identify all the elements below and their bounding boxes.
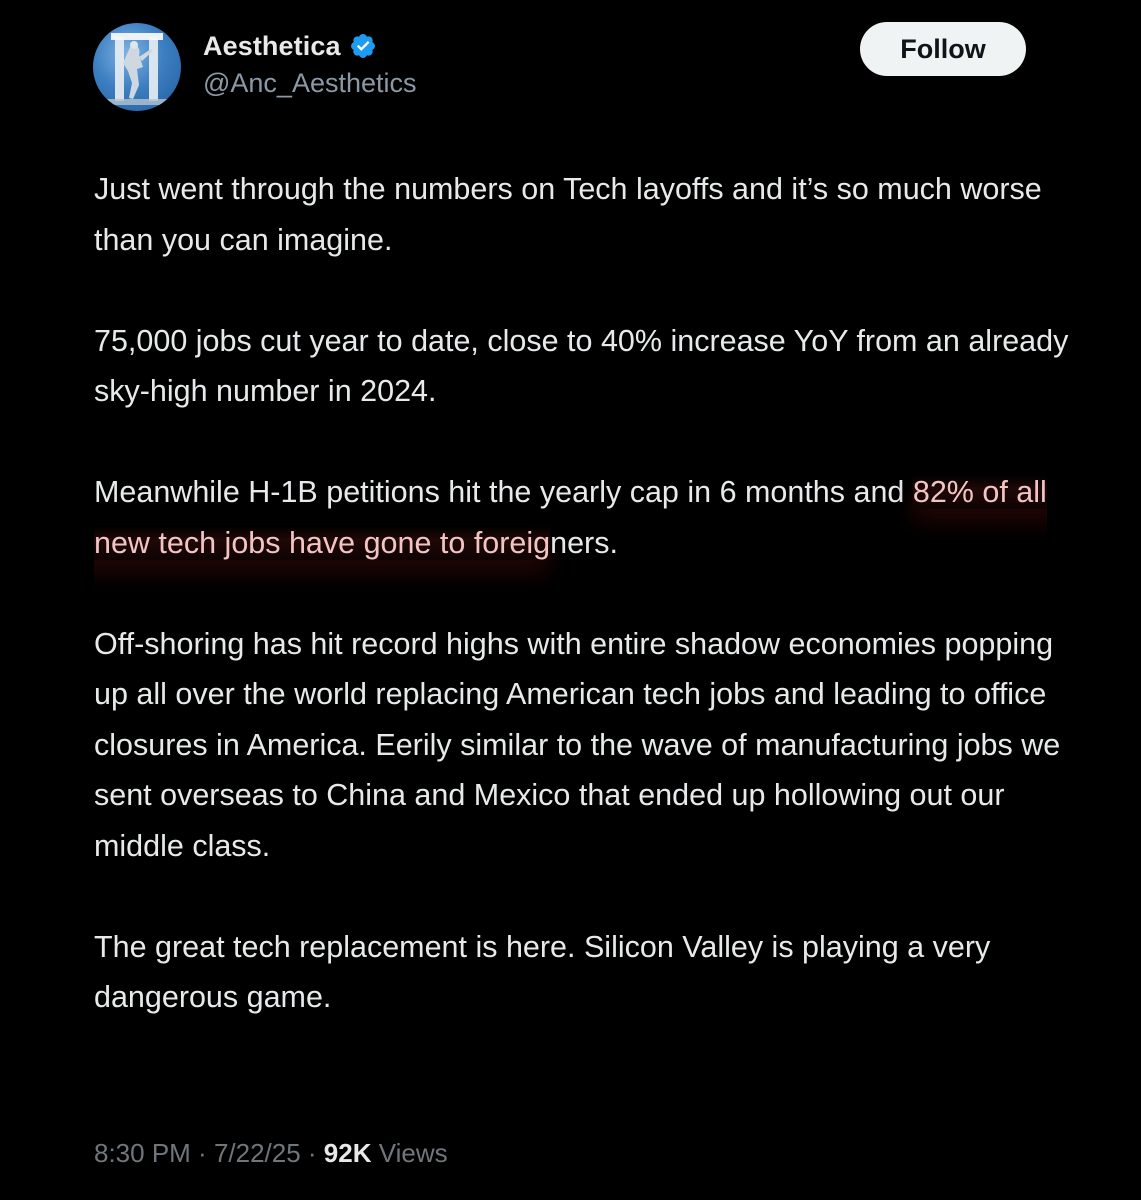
views-count[interactable]: 92K <box>323 1138 372 1168</box>
highlighted-text: 82% of all new tech jobs have gone to foreig <box>94 475 1047 560</box>
paragraph-text-after: ners. <box>550 525 618 560</box>
verified-badge-icon <box>349 32 377 60</box>
paragraph-text-before: Meanwhile H-1B petitions hit the yearly cap in 6 months and <box>94 475 913 509</box>
avatar-statue-icon <box>93 23 181 111</box>
author-handle[interactable]: @Anc_Aesthetics <box>203 68 417 98</box>
tweet-text <box>94 164 1084 1023</box>
meta-separator: · <box>190 1138 214 1168</box>
author-name-row <box>203 28 377 64</box>
tweet-paragraph: 75,000 jobs cut year to date, close to 40% increase YoY from an already sky-high number in 2024. <box>94 323 1069 408</box>
tweet-metadata <box>94 1138 448 1169</box>
tweet-paragraph-highlighted <box>94 467 1084 568</box>
author-display-name[interactable]: Aesthetica <box>203 30 341 61</box>
tweet-paragraph: Just went through the numbers on Tech layoffs and it’s so much worse than you can imagine. <box>94 172 1042 257</box>
tweet-date[interactable]: 7/22/25 <box>213 1138 301 1168</box>
author-avatar[interactable] <box>93 23 181 111</box>
meta-separator: · <box>300 1138 324 1168</box>
tweet-time[interactable]: 8:30 PM <box>94 1138 191 1168</box>
follow-button[interactable]: Follow <box>860 22 1026 76</box>
views-label: Views <box>371 1138 448 1168</box>
tweet-paragraph: Off-shoring has hit record highs with entire shadow economies popping up all over the world replacing American tech jobs and leading to office closures in America. Eerily similar to the wave of manufacturing jobs we sent overseas to China and Mexico that ended up hollowing out our middle class. <box>94 626 1061 863</box>
tweet-paragraph: The great tech replacement is here. Silicon Valley is playing a very dangerous game. <box>94 929 991 1014</box>
